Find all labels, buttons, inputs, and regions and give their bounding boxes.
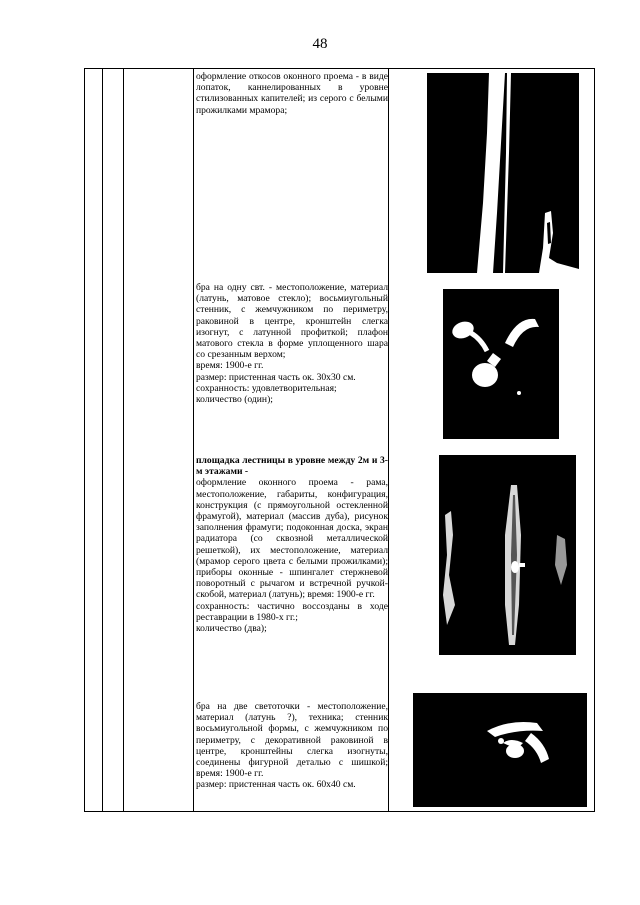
entry-text: размер: пристенная часть ок. 30х30 см. [196, 371, 356, 383]
column-divider [123, 69, 124, 811]
entry-sconce-double [196, 701, 388, 791]
entry-text: сохранность: частично воссозданы в ходе реставрации в 1980-х гг.; [196, 600, 388, 623]
photo-window-slope [427, 73, 579, 273]
entry-heading: площадка лестницы в уровне между 2м и 3-м этажами - [196, 455, 388, 478]
entry-staircase-landing [196, 455, 388, 634]
entry-text: время: 1900-е гг. [196, 360, 264, 372]
column-divider [388, 69, 389, 811]
entry-sconce-single [196, 282, 388, 405]
entry-window-slopes [196, 71, 388, 116]
column-divider [193, 69, 194, 811]
photo-sconce-single-image [443, 289, 559, 439]
entry-text: оформление откосов оконного проема - в виде лопаток, каннелированных в уровне стилизованных капителей; из серого с белыми прожилками мрамора; [196, 71, 388, 116]
monument-table [84, 68, 595, 812]
entry-text: сохранность: удовлетворительная; [196, 382, 337, 394]
photo-window-slope-image [427, 73, 579, 273]
photo-sconce-single [443, 289, 559, 439]
photo-sconce-double-image [413, 693, 587, 807]
entry-text: количество (два); [196, 623, 267, 635]
entry-text: размер: пристенная часть ок. 60х40 см. [196, 779, 356, 791]
photo-sconce-double [413, 693, 587, 807]
entry-text: бра на одну свт. - местоположение, материал (латунь, матовое стекло); восьмиугольный стенник, с жемчужником по периметру, раковиной в центре, кронштейн слегка изогнут, с латунной профиткой; плафон матового стекла в форме уплощенного шара со срезанным верхом; [196, 282, 388, 361]
page-number: 48 [312, 36, 328, 52]
entry-text: количество (один); [196, 394, 273, 406]
entry-text: бра на две светоточки - местоположение, материал (латунь ?), техника; стенник восьмиугольной формы, с жемчужником по периметру, с декоративной раковиной в центре, кронштейны слегка изогнуты, соединены фигурной деталью с шишкой; время: 1900-е гг. [196, 701, 388, 780]
column-divider [102, 69, 103, 811]
photo-staircase-window [439, 455, 576, 655]
entry-text: оформление оконного проема - рама, местоположение, габариты, конфигурация, конструкция (с прямоугольной остекленной фрамугой), материал (массив дуба), рисунок заполнения фрамуги; подоконная доска, экран радиатора (со сквозной металлической решеткой), их местоположение, материал (мрамор серого цвета с белыми прожилками); приборы оконные - шпингалет стержневой поворотный с рычагом и встречной ручкой-скобой, материал (латунь); время: 1900-е гг. [196, 477, 388, 601]
photo-staircase-window-image [439, 455, 576, 655]
